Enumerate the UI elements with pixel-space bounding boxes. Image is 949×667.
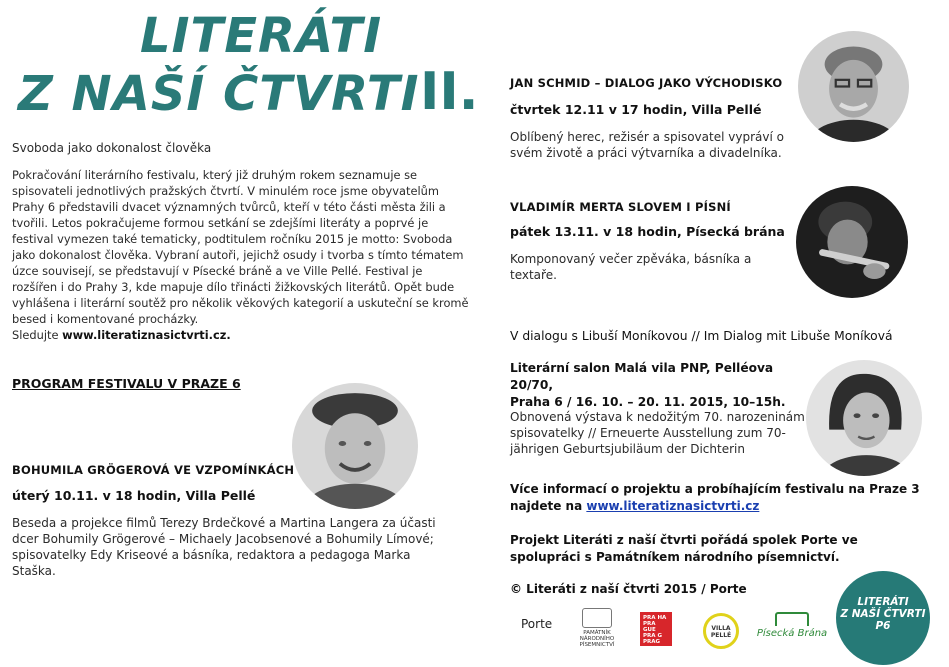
villa-pelle-logo: VILLA PELLÉ	[703, 613, 739, 649]
event-title: BOHUMILA GRÖGEROVÁ VE VZPOMÍNKÁCH	[12, 463, 295, 477]
event-time: pátek 13.11. v 18 hodin, Písecká brána	[510, 224, 785, 239]
venue-line2: Praha 6 / 16. 10. – 20. 11. 2015, 10–15h.	[510, 395, 786, 409]
festival-subtitle: Svoboda jako dokonalost člověka	[12, 141, 212, 155]
intro-paragraph	[12, 167, 470, 343]
copyright: © Literáti z naší čtvrti 2015 / Porte	[510, 582, 747, 596]
pisecka-brana-logo	[752, 612, 832, 639]
festival-title-line1: LITERÁTI	[140, 8, 383, 64]
badge-line2: Z NAŠÍ ČTVRTI	[840, 608, 926, 620]
organizer-note: Projekt Literáti z naší čtvrti pořádá spolek Porte ve spolupráci s Památníkem národního písemnictví.	[510, 533, 858, 564]
event-time: čtvrtek 12.11 v 17 hodin, Villa Pellé	[510, 102, 762, 117]
porte-logo: Porte	[521, 617, 553, 631]
follow-label: Sledujte	[12, 328, 63, 342]
badge-line3: P6	[875, 620, 891, 632]
prague-logo: PRA HA PRA GUE PRA G PRAG	[640, 612, 672, 646]
event-title: JAN SCHMID – DIALOG JAKO VÝCHODISKO	[510, 76, 783, 90]
more-info-text: Více informací o projektu a probíhajícím festivalu na Praze 3 najdete na	[510, 482, 920, 513]
edition-number: II.	[420, 62, 479, 122]
more-info	[510, 481, 930, 515]
program-heading: PROGRAM FESTIVALU V PRAZE 6	[12, 376, 241, 391]
intro-text: Pokračování literárního festivalu, který již druhým rokem seznamuje se spisovateli jednotlivých pražských čtvrtí. V minulém roce jsme obyvatelům Prahy 6 představili dvacet významných tvůrců, kteří v této části města žili a tvořili. Letos pokračujeme formou setkání se zdejšími literáty a poprvé je festival vymezen také tematicky, podtitulem ročníku 2015 je motto: Svoboda jako dokonalost člověka. Vybraní autoři, jejichž osudy i tvorba s tímto tématem úzce souvisejí, se představují v Písecké bráně a ve Ville Pellé. Festival je rozšířen i do Prahy 3, kde mapuje dílo třinácti žižkovských literátů. Opět bude vyhlášena i literární soutěž pro několik věkových kategorií a uskuteční se kromě besed i komentované procházky.	[12, 168, 469, 326]
event-title: V dialogu s Libuší Moníkovou // Im Dialog mit Libuše Moníková	[510, 329, 893, 343]
pnp-emblem-icon	[582, 608, 612, 628]
festival-title-line2: Z NAŠÍ ČTVRTI	[18, 66, 420, 122]
event-title: VLADIMÍR MERTA SLOVEM I PÍSNÍ	[510, 200, 731, 214]
photo-libuse-monikova	[806, 360, 922, 476]
pisecka-brana-text: Písecká Brána	[756, 628, 828, 639]
event-description: Beseda a projekce filmů Terezy Brdečkové a Martina Langera za účasti dcer Bohumily Grögerové – Michaely Jacobsenové a Bohumily Límové; spisovatelky Edy Kriseové a básníka, redaktora a pedagoga Marka Staška.	[12, 516, 436, 578]
event-description: Oblíbený herec, režisér a spisovatel vypráví o svém životě a práci výtvarníka a divadelníka.	[510, 130, 784, 160]
website-link[interactable]: www.literatiznasictvrti.cz.	[62, 328, 231, 342]
venue-line1: Literární salon Malá vila PNP, Pelléova 20/70,	[510, 361, 774, 392]
festival-badge	[836, 571, 930, 665]
badge-line1: LITERÁTI	[857, 596, 909, 608]
photo-jan-schmid	[798, 31, 909, 142]
event-venue	[510, 360, 790, 411]
event-description: Komponovaný večer zpěváka, básníka a textaře.	[510, 252, 752, 282]
photo-bohumila-grogerova	[292, 383, 418, 509]
pnp-logo-text: PAMÁTNÍK NÁRODNÍHO PÍSEMNICTVÍ	[579, 630, 615, 648]
pnp-logo	[574, 608, 620, 648]
gate-icon	[775, 612, 809, 626]
event-description: Obnovená výstava k nedožitým 70. narozeninám spisovatelky // Erneuerte Ausstellung zum 70-jährigen Geburtsjubiläum der Dichterin	[510, 410, 805, 456]
more-info-link[interactable]: www.literatiznasictvrti.cz	[586, 499, 760, 513]
photo-vladimir-merta	[796, 186, 908, 298]
event-time: úterý 10.11. v 18 hodin, Villa Pellé	[12, 488, 256, 503]
